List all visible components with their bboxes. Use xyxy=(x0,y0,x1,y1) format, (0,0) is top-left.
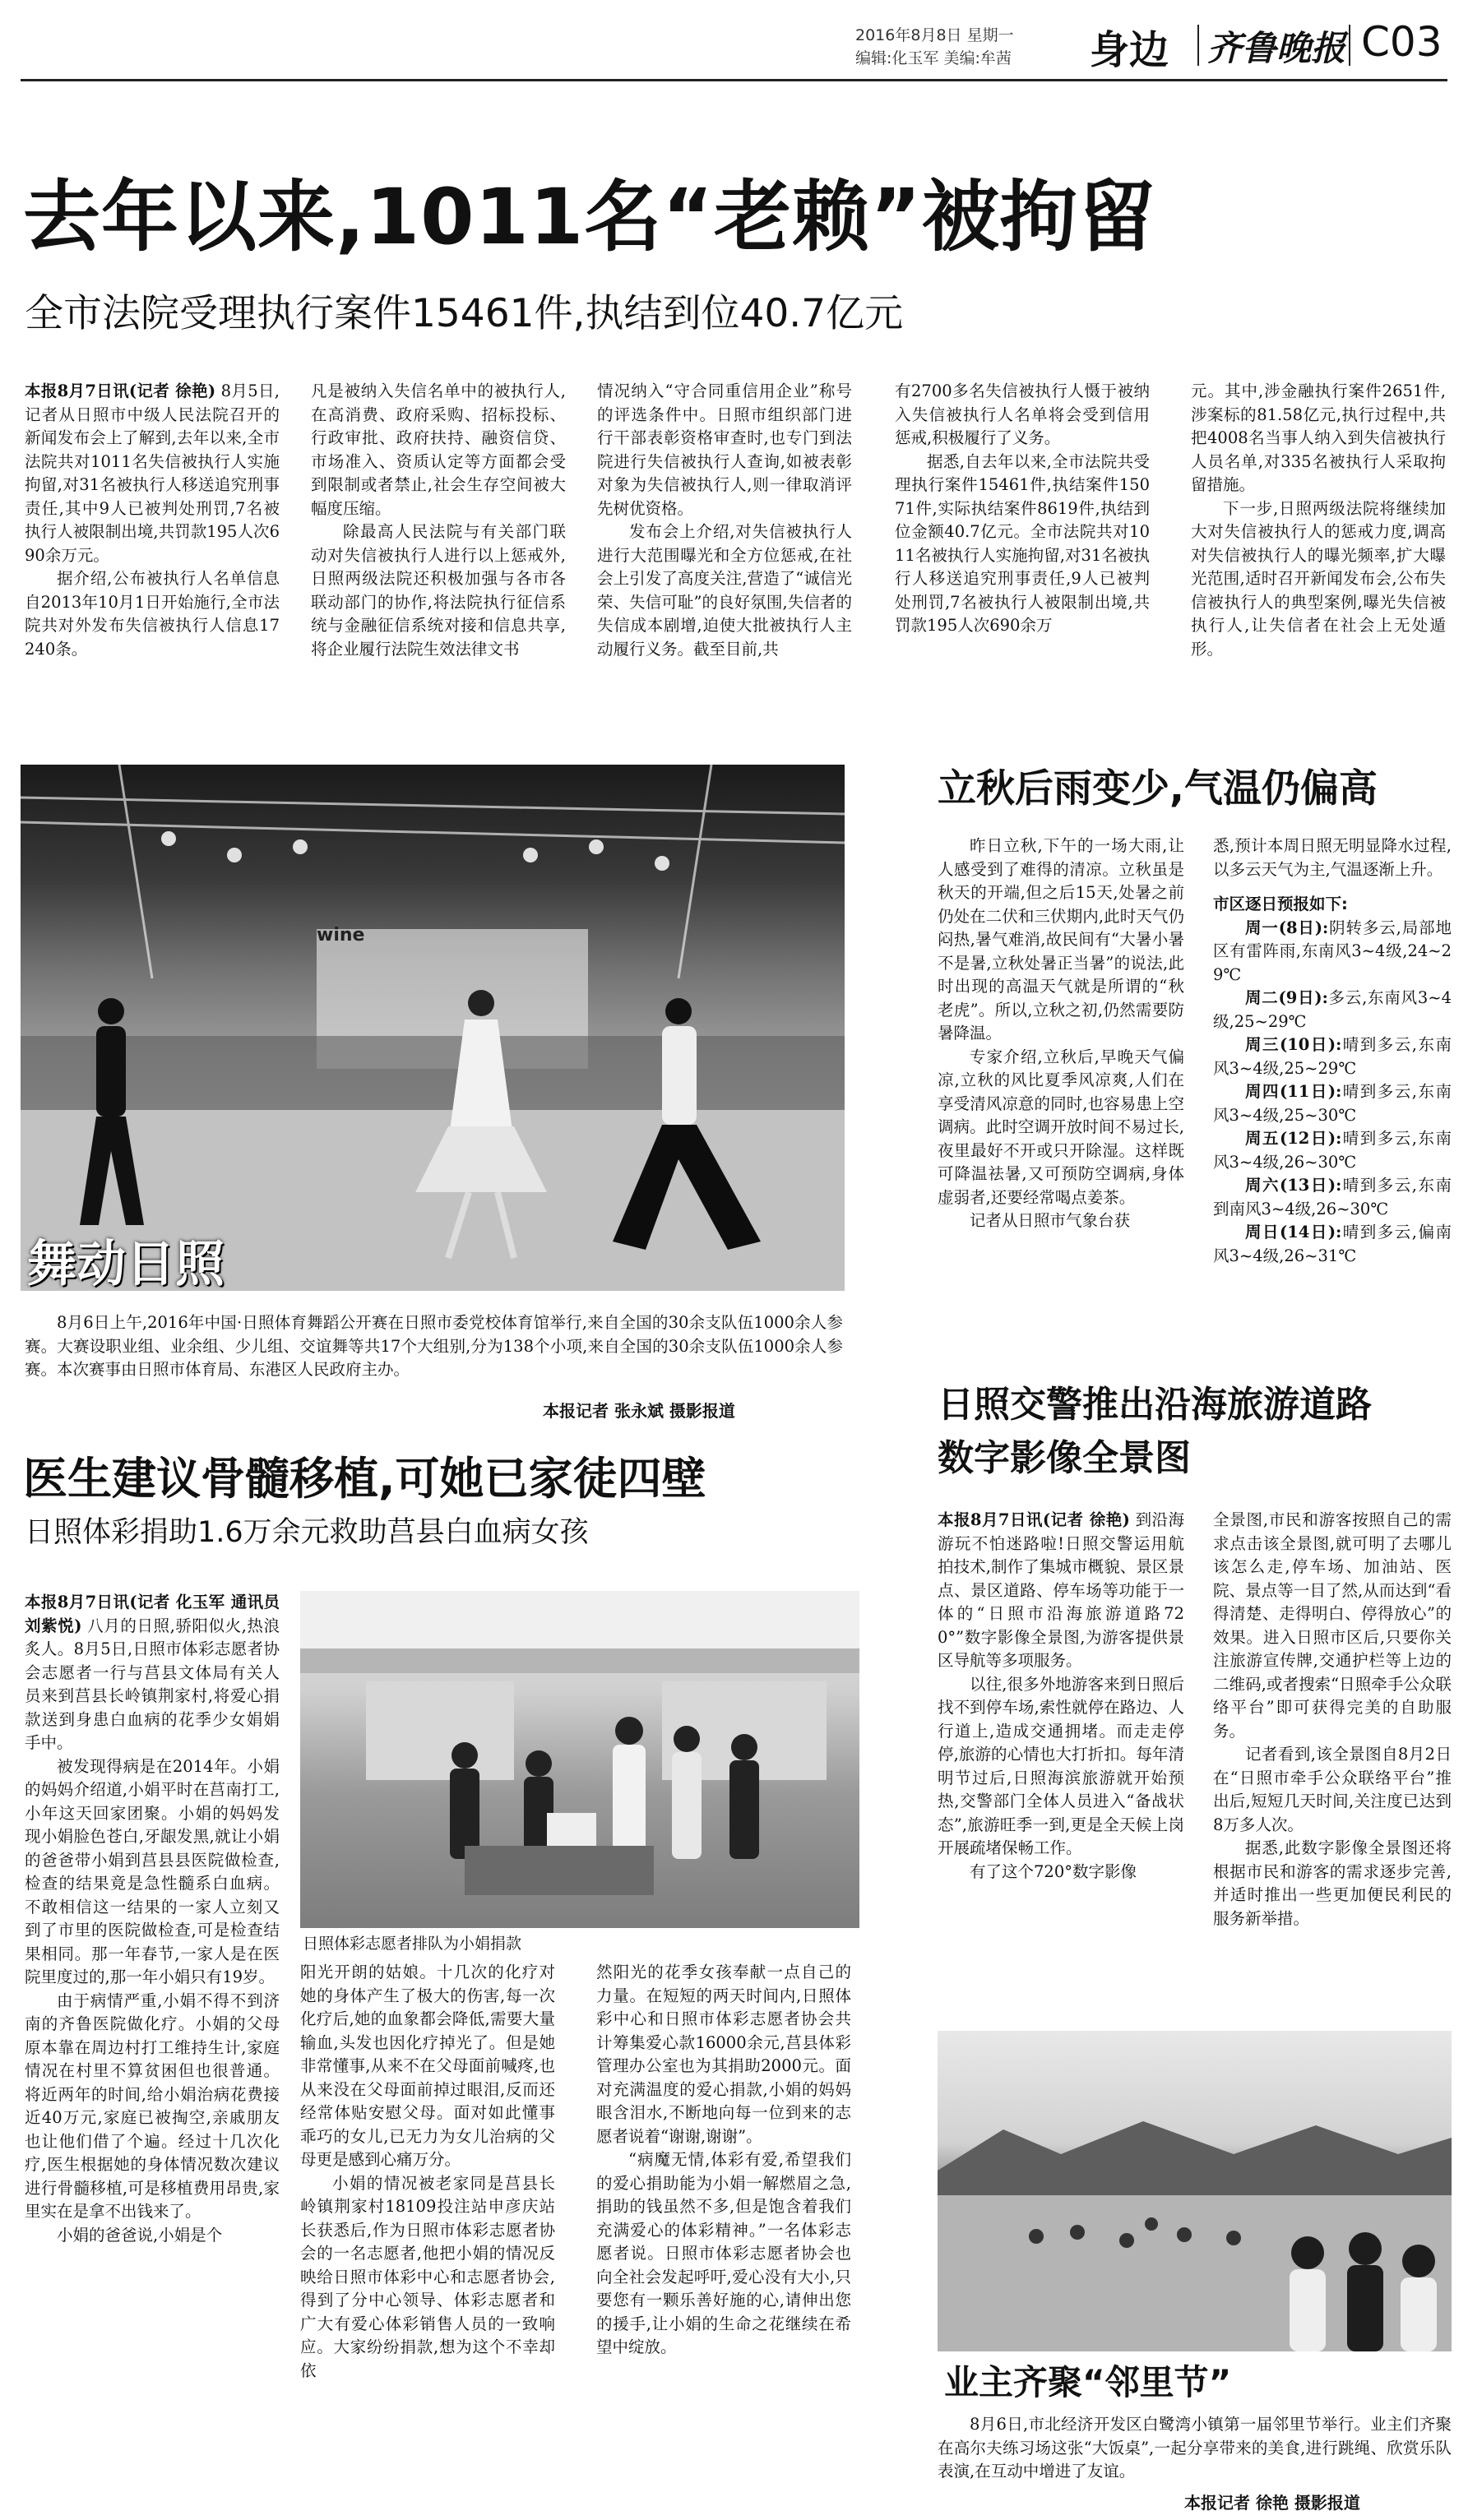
traffic-column-2 xyxy=(1213,1509,1452,2002)
paragraph: 全景图,市民和游客按照自己的需求点击该全景图,就可明了去哪儿该怎么走,停车场、加油站、医院、景点等一目了然,从而达到“看得清楚、走得明白、停得放心”的效果。进入日照市区后,只要你关注旅游宣传牌,交通护栏等上边的二维码,或者搜索“日照牵手公众联络平台”即可获得完美的自助服务。 xyxy=(1213,1510,1452,1741)
traffic-column-1 xyxy=(938,1509,1184,2002)
masthead-editors: 编辑:化玉军 美编:牟茜 xyxy=(855,49,1012,67)
donation-photo-caption: 日照体彩志愿者排队为小娟捐款 xyxy=(303,1935,522,1953)
neighbor-festival-photo xyxy=(938,2031,1452,2351)
traffic-headline-line2: 数字影像全景图 xyxy=(938,1437,1191,1479)
paragraph: 除最高人民法院与有关部门联动对失信被执行人进行以上惩戒外,日照两级法院还积极加强与各市各联动部门的协作,将法院执行征信系统与金融征信系统对接和信息共享,将企业履行法院生效法律文书 xyxy=(311,522,566,659)
paragraph: 下一步,日照两级法院将继续加大对失信被执行人的惩戒力度,调高对失信被执行人的曝光频率,扩大曝光范围,适时召开新闻发布会,公布失信被执行人的典型案例,曝光失信被执行人,让失信者在社会上无处遁形。 xyxy=(1191,498,1446,659)
story1-column-2 xyxy=(311,380,566,766)
paragraph: 本报8月7日讯(记者 徐艳) 到沿海游玩不怕迷路啦!日照交警运用航拍技术,制作了集城市概貌、景区景点、景区道路、停车场等功能于一体的“日照市沿海旅游道路720°”数字影像全景图,为游客提供景区导航等多项服务。 xyxy=(938,1510,1184,1670)
paragraph: 被发现得病是在2014年。小娟的妈妈介绍道,小娟平时在莒南打工,小年这天回家团聚。小娟的妈妈发现小娟脸色苍白,牙龈发黑,就让小娟的爸爸带小娟到莒县县医院做检查,检查的结果竟是急性髓系白血病。不敢相信这一结果的一家人立刻又到了市里的医院做检查,可是检查结果相同。那一年春节,一家人是在医院里度过的,那一年小娟只有19岁。 xyxy=(25,1756,280,1986)
paragraph: 发布会上介绍,对失信被执行人进行大范围曝光和全方位惩戒,在社会上引发了高度关注,营造了“诚信光荣、失信可耻”的良好氛围,失信者的失信成本剧增,迫使大批被执行人主动履行义务。截至目前,共 xyxy=(597,522,852,659)
story2-column-1 xyxy=(25,1591,280,2512)
paragraph: 小娟的情况被老家同是莒县长岭镇荆家村18109投注站申彦庆站长获悉后,作为日照市体彩志愿者协会的一名志愿者,他把小娟的情况反映给日照市体彩中心和志愿者协会,得到了分中心领导、体彩志愿者和广大有爱心体彩销售人员的一致响应。大家纷纷捐款,想为这个不幸却依 xyxy=(300,2173,555,2380)
forecast-item: 周六(13日):晴到多云,东南到南风3~4级,26~30℃ xyxy=(1213,1176,1452,1218)
donation-photo xyxy=(300,1591,859,1928)
dance-photo xyxy=(21,765,845,1291)
masthead-date: 2016年8月8日 星期一 xyxy=(855,26,1014,44)
masthead-rule xyxy=(21,79,1447,81)
weather-headline: 立秋后雨变少,气温仍偏高 xyxy=(938,766,1378,811)
forecast-title: 市区逐日预报如下: xyxy=(1213,895,1348,913)
paragraph: 然阳光的花季女孩奉献一点自己的力量。在短短的两天时间内,日照体彩中心和日照市体彩志愿者协会共计筹集爱心款16000余元,莒县体彩管理办公室也为其捐助2000元。面对充满温度的爱心捐款,小娟的妈妈眼含泪水,不断地向每一位到来的志愿者说着“谢谢,谢谢”。 xyxy=(596,1963,851,2146)
dance-photo-overlay-title: 舞动日照 xyxy=(27,1236,225,1291)
caption-text: 8月6日,市北经济开发区白鹭湾小镇第一届邻里节举行。业主们齐聚在高尔夫练习场这张“大饭桌”,一起分享带来的美食,进行跳绳、欣赏乐队表演,在互动中增进了友谊。 xyxy=(938,2415,1452,2481)
masthead-section: 身边 xyxy=(1090,27,1169,73)
paragraph: 凡是被纳入失信名单中的被执行人,在高消费、政府采购、招标投标、行政审批、政府扶持、融资信贷、市场准入、资质认定等方面都会受到限制或者禁止,社会生存空间被大幅度压缩。 xyxy=(311,381,566,518)
story2-column-3 xyxy=(596,1961,851,2512)
story2-column-2 xyxy=(300,1961,555,2512)
story2-subhead: 日照体彩捐助1.6万余元救助莒县白血病女孩 xyxy=(25,1516,589,1549)
paragraph: 元。其中,涉金融执行案件2651件,涉案标的81.58亿元,执行过程中,共把4008名当事人纳入到失信被执行人员名单,对335名被执行人采取拘留措施。 xyxy=(1191,381,1446,494)
paragraph: 据介绍,公布被执行人名单信息自2013年10月1日开始施行,全市法院共对外发布失信被执行人信息17240条。 xyxy=(25,569,280,659)
paragraph: 悉,预计本周日照无明显降水过程,以多云天气为主,气温逐渐上升。 xyxy=(1213,836,1452,879)
paragraph: 小娟的爸爸说,小娟是个 xyxy=(57,2225,223,2245)
paragraph: 专家介绍,立秋后,早晚天气偏凉,立秋的风比夏季风凉爽,人们在享受清风凉意的同时,也容易患上空调病。此时空调开放时间不易过长,夜里最好不开或只开除湿。这样既可降温祛暑,又可预防空调病,身体虚弱者,还要经常喝点姜茶。 xyxy=(938,1047,1184,1207)
dateline: 本报8月7日讯(记者 化玉军 通讯员 刘紫悦) xyxy=(25,1593,280,1635)
donation-scene-illustration xyxy=(300,1591,859,1928)
forecast-item: 周四(11日):晴到多云,东南风3~4级,25~30℃ xyxy=(1213,1082,1452,1125)
story2-headline: 医生建议骨髓移植,可她已家徒四壁 xyxy=(23,1453,706,1505)
story1-column-3 xyxy=(597,380,852,766)
traffic-headline-line1: 日照交警推出沿海旅游道路 xyxy=(938,1384,1372,1426)
story1-column-1 xyxy=(25,380,280,766)
paragraph: “病魔无情,体彩有爱,希望我们的爱心捐助能为小娟一解燃眉之急,捐助的钱虽然不多,但是饱含着我们充满爱心的体彩精神。”一名体彩志愿者说。日照市体彩志愿者协会也向全社会发起呼吁,爱心没有大小,只要您有一颗乐善好施的心,请伸出您的援手,让小娟的生命之花继续在希望中绽放。 xyxy=(596,2150,851,2356)
paragraph: 昨日立秋,下午的一场大雨,让人感受到了难得的清凉。立秋虽是秋天的开端,但之后15天,处暑之前仍处在二伏和三伏期内,此时天气仍闷热,暑气难消,故民间有“大暑小暑不是暑,立秋处暑正当暑”的说法,此时出现的高温天气就是所谓的“秋老虎”。所以,立秋之初,仍然需要防暑降温。 xyxy=(938,836,1184,1043)
paragraph: 本报8月7日讯(记者 化玉军 通讯员 刘紫悦) 八月的日照,骄阳似火,热浪炙人。8月5日,日照市体彩志愿者协会志愿者一行与莒县文体局有关人员来到莒县长岭镇荆家村,将爱心捐款送到身患白血病的花季少女娟娟手中。 xyxy=(25,1593,280,1752)
dance-scoreboard-text: wine xyxy=(317,925,365,946)
dance-scene-illustration xyxy=(21,765,845,1291)
paragraph: 有了这个720°数字影像 xyxy=(970,1861,1137,1881)
story1-subhead: 全市法院受理执行案件15461件,执结到位40.7亿元 xyxy=(25,291,904,336)
dateline: 本报8月7日讯(记者 徐艳) xyxy=(25,381,216,400)
masthead-divider-2 xyxy=(1349,25,1350,66)
story1-column-5 xyxy=(1191,380,1446,766)
neighbor-credit: 本报记者 徐艳 摄影报道 xyxy=(1184,2493,1360,2513)
masthead-paper-logo: 齐鲁晚报 xyxy=(1207,28,1346,68)
weather-column-2 xyxy=(1213,835,1452,1361)
caption-text: 8月6日上午,2016年中国·日照体育舞蹈公开赛在日照市委党校体育馆举行,来自全国的30余支队伍1000余人参赛。大赛设职业组、业余组、少儿组、交谊舞等共17个大组别,分为138个小项,来自全国的30余支队伍1000余人参赛。本次赛事由日照市体育局、东港区人民政府主办。 xyxy=(25,1313,843,1379)
paragraph: 以往,很多外地游客来到日照后找不到停车场,索性就停在路边、人行道上,造成交通拥堵。而走走停停,旅游的心情也大打折扣。每年清明节过后,日照海滨旅游就开始预热,交警部门全体人员进入“备战状态”,旅游旺季一到,更是全天候上岗开展疏堵保畅工作。 xyxy=(938,1674,1184,1857)
paragraph: 由于病情严重,小娟不得不到济南的齐鲁医院做化疗。小娟的父母原本靠在周边村打工维持生计,家庭情况在村里不算贫困但也很普通。将近两年的时间,给小娟治病花费接近40万元,家庭已被掏空,亲戚朋友也让他们借了个遍。经过十几次化疗,医生根据她的身体情况数次建议进行骨髓移植,可是移植费用昂贵,家里实在是拿不出钱来了。 xyxy=(25,1991,280,2221)
paragraph: 记者从日照市气象台获 xyxy=(970,1211,1131,1230)
paragraph: 有2700多名失信被执行人慑于被纳入失信被执行人名单将会受到信用惩戒,积极履行了义务。 xyxy=(895,381,1150,447)
masthead xyxy=(0,0,1468,78)
dateline: 本报8月7日讯(记者 徐艳) xyxy=(938,1510,1130,1529)
dance-photo-caption xyxy=(25,1311,843,1385)
masthead-divider xyxy=(1197,25,1199,66)
story1-headline: 去年以来,1011名“老赖”被拘留 xyxy=(23,173,1156,262)
forecast-item: 周日(14日):晴到多云,偏南风3~4级,26~31℃ xyxy=(1213,1223,1452,1265)
neighbor-scene-illustration xyxy=(938,2031,1452,2351)
forecast-item: 周二(9日):多云,东南风3~4级,25~29℃ xyxy=(1213,988,1452,1031)
paragraph: 阳光开朗的姑娘。十几次的化疗对她的身体产生了极大的伤害,每一次化疗后,她的血象都会降低,需要大量输血,头发也因化疗掉光了。但是她非常懂事,从来不在父母面前喊疼,也从来没在父母面前掉过眼泪,反而还经常体贴安慰父母。面对如此懂事乖巧的女儿,已无力为女儿治病的父母更是感到心痛万分。 xyxy=(300,1963,555,2169)
story1-column-4 xyxy=(895,380,1150,766)
forecast-item: 周三(10日):晴到多云,东南风3~4级,25~29℃ xyxy=(1213,1035,1452,1078)
weather-column-1 xyxy=(938,835,1184,1361)
paragraph: 据悉,自去年以来,全市法院共受理执行案件15461件,执结案件15071件,实际执结案件8619件,执结到位金额40.7亿元。全市法院共对1011名被执行人实施拘留,对31名被执行人移送追究刑事责任,9人已被判处刑罚,7名被执行人被限制出境,共罚款195人次690余万 xyxy=(895,451,1150,635)
forecast-item: 周一(8日):阴转多云,局部地区有雷阵雨,东南风3~4级,24~29℃ xyxy=(1213,918,1452,984)
forecast-item: 周五(12日):晴到多云,东南风3~4级,26~30℃ xyxy=(1213,1129,1452,1172)
paragraph: 据悉,此数字影像全景图还将根据市民和游客的需求逐步完善,并适时推出一些更加便民利民的服务新举措。 xyxy=(1213,1838,1452,1928)
dance-photo-credit: 本报记者 张永斌 摄影报道 xyxy=(543,1401,735,1421)
neighbor-headline: 业主齐聚“邻里节” xyxy=(944,2362,1232,2402)
paragraph: 本报8月7日讯(记者 徐艳) 8月5日,记者从日照市中级人民法院召开的新闻发布会上了解到,去年以来,全市法院共对1011名失信被执行人实施拘留,对31名被执行人移送追究刑事责任,其中9人已被判处刑罚,7名被执行人被限制出境,共罚款195人次690余万元。 xyxy=(25,381,280,565)
paragraph: 记者看到,该全景图自8月2日在“日照市牵手公众联络平台”推出后,短短几天时间,关注度已达到8万多人次。 xyxy=(1213,1745,1452,1834)
paragraph: 情况纳入“守合同重信用企业”称号的评选条件中。日照市组织部门进行干部表彰资格审查时,也专门到法院进行失信被执行人查询,如被表彰对象为失信被执行人,则一律取消评先树优资格。 xyxy=(597,381,852,518)
neighbor-caption xyxy=(938,2413,1452,2487)
masthead-page: C03 xyxy=(1361,18,1443,66)
